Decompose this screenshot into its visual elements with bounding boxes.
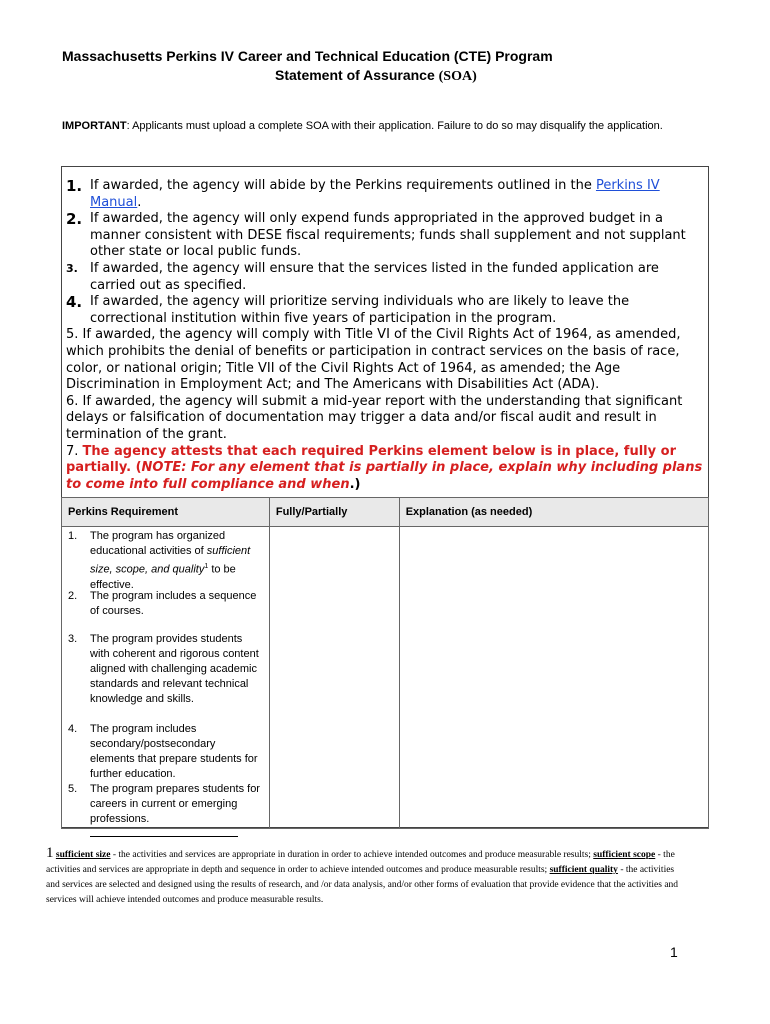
important-label: IMPORTANT [62,120,127,132]
requirement-row-1: 1. The program has organized educational activities of sufficient size, scope, and quality$^1$ to be effective. [68,530,251,591]
requirement-4: 4. If awarded, the agency will prioritize serving individuals who are likely to leave the correctional institution within five years of participation in the program. [66,293,630,326]
requirement-row-4: 4. The program includes secondary/postsecondary elements that prepare students for further education. [68,723,258,780]
footnote: 1 sufficient size - the activities and services are appropriate in duration in order to achieve intended outcomes and produce measurable results; sufficient scope - the activities and services are appropriate in depth and sequence in order to achieve intended outcomes and produce measurable results; sufficient quality - the activities and services are selected and designed using the results of research, and /or data analysis, and/or other forms of evaluation that provide evidence that the activities and services will achieve intended outcomes and produce measurable results. [46,845,679,905]
perkins-manual-link[interactable]: Perkins IV Manual [90,178,660,210]
requirement-row-3: 3. The program provides students with coherent and rigorous content aligned with challenging academic standards and relevant technical knowledge and skills. [68,633,259,705]
explanation-cell[interactable] [399,527,708,829]
requirement-6: 6. If awarded, the agency will submit a mid-year report with the understanding that significant delays or falsification of documentation may trigger a data and/or fiscal audit and result in termination of the grant. [66,393,683,442]
document-title [62,47,662,86]
title-line-1: Massachusetts Perkins IV Career and Technical Education (CTE) Program [62,48,553,64]
requirement-2: 2. If awarded, the agency will only expend funds appropriated in the approved budget in a manner consistent with DESE fiscal requirements; funds shall supplement and not supplant other state or local public funds. [66,210,686,260]
table-header-row [62,498,709,527]
requirements-list [66,178,706,493]
fully-partially-cell[interactable] [269,527,399,829]
page-number: 1 [670,944,678,960]
important-notice [62,119,682,134]
requirement-1: 1. If awarded, the agency will abide by the Perkins requirements outlined in the Perkins IV Manual. [66,177,660,210]
requirement-5: 5. If awarded, the agency will comply with Title VI of the Civil Rights Act of 1964, as amended, which prohibits the denial of benefits or participation in contract services on the basis of race, color, or national origin; Title VII of the Civil Rights Act of 1964, as amended; the Age Discrimination in Employment Act; and The Americans with Disabilities Act (ADA). [66,327,681,393]
requirement-row-5: 5. The program prepares students for careers in current or emerging professions. [68,783,260,825]
requirement-3: 3. If awarded, the agency will ensure that the services listed in the funded application are carried out as specified. [66,260,659,293]
column-header-fully-partially: Fully/Partially [269,498,399,527]
perkins-requirements-table [61,497,709,829]
column-header-requirement: Perkins Requirement [62,498,270,527]
column-header-explanation: Explanation (as needed) [399,498,708,527]
title-line-2: Statement of Assurance (SOA) [275,67,477,84]
requirement-row-2: 2. The program includes a sequence of courses. [68,590,257,617]
footnote-separator [90,836,238,837]
requirement-7: 7. The agency attests that each required Perkins element below is in place, fully or partially. (NOTE: For any element that is partially in place, explain why including plans to come into full compliance and when.) [66,443,703,492]
title-soa: (SOA) [438,69,477,84]
table-row [62,527,709,829]
important-text: : Applicants must upload a complete SOA with their application. Failure to do so may disqualify the application. [126,120,663,132]
